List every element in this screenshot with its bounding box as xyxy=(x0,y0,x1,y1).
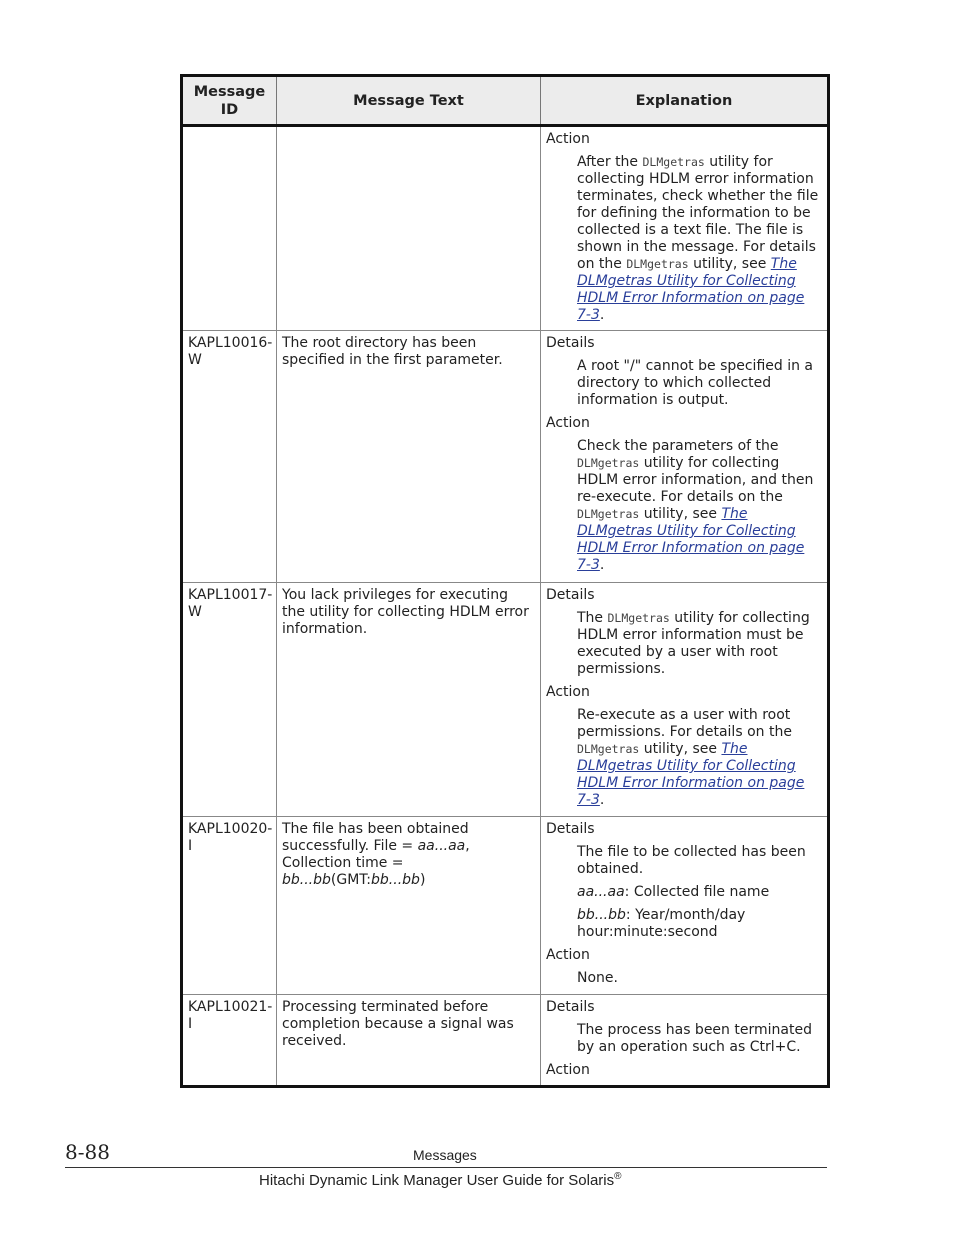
table-row xyxy=(182,583,829,817)
utility-name: DLMgetras xyxy=(626,257,689,271)
message-id-cell: KAPL10020-I xyxy=(182,817,277,995)
header-explanation: Explanation xyxy=(541,76,829,126)
table-row xyxy=(182,126,829,331)
utility-name: DLMgetras xyxy=(577,507,640,521)
utility-reference-link[interactable]: The DLMgetras Utility for Collecting HDLM Error Information on page 7-3 xyxy=(577,506,805,573)
variable-bb-desc: bb...bb: Year/month/day hour:minute:second xyxy=(577,907,746,940)
table-row xyxy=(182,995,829,1087)
messages-table xyxy=(180,74,830,1088)
utility-reference-link[interactable]: The DLMgetras Utility for Collecting HDLM Error Information on page 7-3 xyxy=(577,741,805,808)
message-text-cell: You lack privileges for executing the utility for collecting HDLM error information. xyxy=(277,583,541,817)
header-message-id: Message ID xyxy=(182,76,277,126)
action-label: Action xyxy=(546,415,590,431)
message-text-cell: Processing terminated before completion because a signal was received. xyxy=(277,995,541,1087)
utility-name: DLMgetras xyxy=(607,611,670,625)
footer-divider xyxy=(65,1167,827,1168)
details-text: The process has been terminated by an operation such as Ctrl+C. xyxy=(577,1022,812,1055)
explanation-cell xyxy=(541,126,829,331)
action-text: None. xyxy=(577,970,618,986)
explanation-cell xyxy=(541,583,829,817)
variable-aa-desc: aa...aa: Collected file name xyxy=(577,884,770,900)
details-text: The file to be collected has been obtained. xyxy=(577,844,806,877)
utility-reference-link[interactable]: The DLMgetras Utility for Collecting HDLM Error Information on page 7-3 xyxy=(577,256,805,323)
utility-name: DLMgetras xyxy=(642,155,705,169)
utility-name: DLMgetras xyxy=(577,742,640,756)
header-message-text: Message Text xyxy=(277,76,541,126)
details-label: Details xyxy=(546,821,595,837)
details-text: A root "/" cannot be specified in a directory to which collected information is output. xyxy=(577,358,814,408)
explanation-cell xyxy=(541,331,829,583)
explanation-cell xyxy=(541,995,829,1087)
registered-mark: ® xyxy=(614,1171,622,1182)
table-row xyxy=(182,817,829,995)
action-label: Action xyxy=(546,947,590,963)
action-label: Action xyxy=(546,131,590,147)
utility-name: DLMgetras xyxy=(577,456,640,470)
message-id-cell: KAPL10021-I xyxy=(182,995,277,1087)
details-label: Details xyxy=(546,999,595,1015)
footer-section: Messages xyxy=(413,1147,477,1163)
action-text: Check the parameters of the DLMgetras utility for collecting HDLM error information, and then re-execute. For details on the DLMgetras utility, see The DLMgetras Utility for Collecting HDLM Error Information on page 7-3. xyxy=(577,438,814,573)
details-text: The DLMgetras utility for collecting HDLM error information must be executed by a user with root permissions. xyxy=(577,610,810,677)
message-id-cell: KAPL10017-W xyxy=(182,583,277,817)
action-text: Re-execute as a user with root permissions. For details on the DLMgetras utility, see The DLMgetras Utility for Collecting HDLM Error Information on page 7-3. xyxy=(577,707,805,808)
message-text-cell: The root directory has been specified in the first parameter. xyxy=(277,331,541,583)
table-header-row xyxy=(182,76,829,126)
details-label: Details xyxy=(546,587,595,603)
explanation-cell xyxy=(541,817,829,995)
footer-guide-title: Hitachi Dynamic Link Manager User Guide for Solaris® xyxy=(259,1171,622,1189)
message-id-cell: KAPL10016-W xyxy=(182,331,277,583)
action-label: Action xyxy=(546,1062,590,1078)
action-label: Action xyxy=(546,684,590,700)
message-id-cell xyxy=(182,126,277,331)
table-row xyxy=(182,331,829,583)
page-number: 8-88 xyxy=(65,1140,110,1164)
message-text-cell: The file has been obtained successfully. File = aa...aa, Collection time = bb...bb(GMT:bb...bb) xyxy=(277,817,541,995)
action-text: After the DLMgetras utility for collecting HDLM error information terminates, check whether the file for defining the information to be collected is a text file. The file is shown in the message. For details on the DLMgetras utility, see The DLMgetras Utility for Collecting HDLM Error Information on page 7-3. xyxy=(577,154,819,323)
message-text-cell xyxy=(277,126,541,331)
details-label: Details xyxy=(546,335,595,351)
